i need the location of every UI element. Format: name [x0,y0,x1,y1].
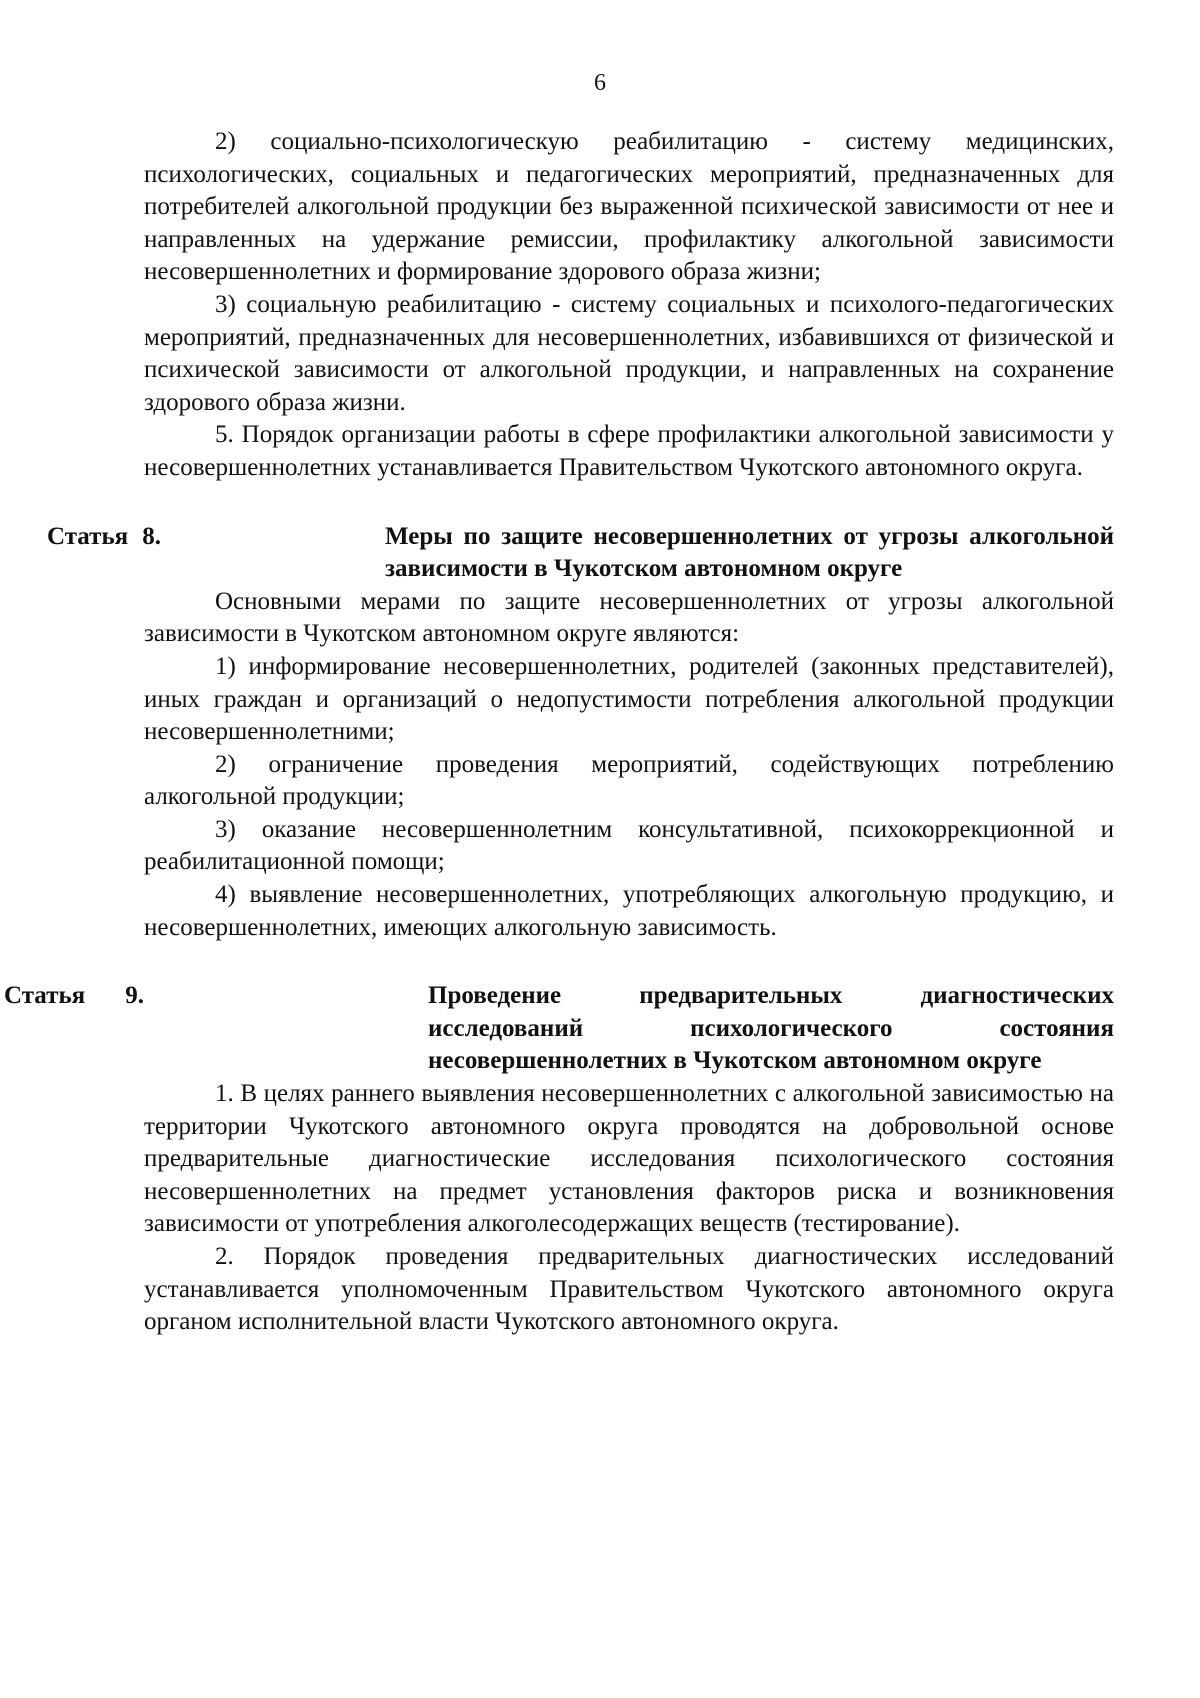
article-8-heading [47,521,1114,586]
article-9-word: Статья [4,982,86,1010]
article-8-item-2: 2) ограничение проведения мероприятий, содействующих потреблению алкогольной продукции; [144,750,1114,811]
article-8-item-1: 1) информирование несовершеннолетних, родителей (законных представителей), иных граждан и организаций о недопустимости потребления алкогольной продукции несовершеннолетними; [144,652,1114,746]
article-9-title: Проведение предварительных диагностических исследований психологического состояния несовершеннолетних в Чукотском автономном округе [428,982,1114,1075]
article-8-intro: Основными мерами по защите несовершеннолетних от угрозы алкогольной зависимости в Чукотском автономном округе являются: [144,587,1114,648]
paragraph-procedure-5: 5. Порядок организации работы в сфере профилактики алкогольной зависимости у несовершеннолетних устанавливается Правительством Чукотского автономного округа. [144,421,1114,481]
page-number: 6 [594,70,606,96]
article-8-title: Меры по защите несовершеннолетних от угрозы алкогольной зависимости в Чукотском автономном округе [385,522,1114,583]
article-8-number: 8. [142,522,161,550]
article-8-item-3: 3) оказание несовершеннолетним консультативной, психокоррекционной и реабилитационной помощи; [144,815,1114,876]
document-body [4,126,1114,1339]
article-9-item-2: 2. Порядок проведения предварительных диагностических исследований устанавливается уполномоченным Правительством Чукотского автономного округа органом исполнительной власти Чукотского автономного округа. [144,1243,1114,1336]
article-8-item-4: 4) выявление несовершеннолетних, употребляющих алкогольную продукцию, и несовершеннолетних, имеющих алкогольную зависимость. [144,881,1114,941]
article-9-label [4,980,428,1013]
article-9-item-1: 1. В целях раннего выявления несовершеннолетних с алкогольной зависимостью на территории Чукотского автономного округа проводятся на добровольной основе предварительные диагностические исследования психологического состояния несовершеннолетних на предмет установления факторов риска и возникновения зависимости от употребления алкоголесодержащих веществ (тестирование). [144,1080,1114,1238]
article-9-number: 9. [125,982,144,1010]
article-9-heading [4,980,1114,1078]
paragraph-social-psychological-rehabilitation: 2) социально-психологическую реабилитацию - систему медицинских, психологических, социальных и педагогических мероприятий, предназначенных для потребителей алкогольной продукции без выраженной психической зависимости от нее и направленных на удержание ремиссии, профилактику алкогольной зависимости несовершеннолетних и формирование здорового образа жизни; [144,128,1114,286]
article-8-label [47,521,385,554]
paragraph-social-rehabilitation: 3) социальную реабилитацию - систему социальных и психолого-педагогических мероприятий, предназначенных для несовершеннолетних, избавившихся от физической и психической зависимости от алкогольной продукции, и направленных на сохранение здорового образа жизни. [144,290,1114,416]
article-8-word: Статья [47,522,129,550]
